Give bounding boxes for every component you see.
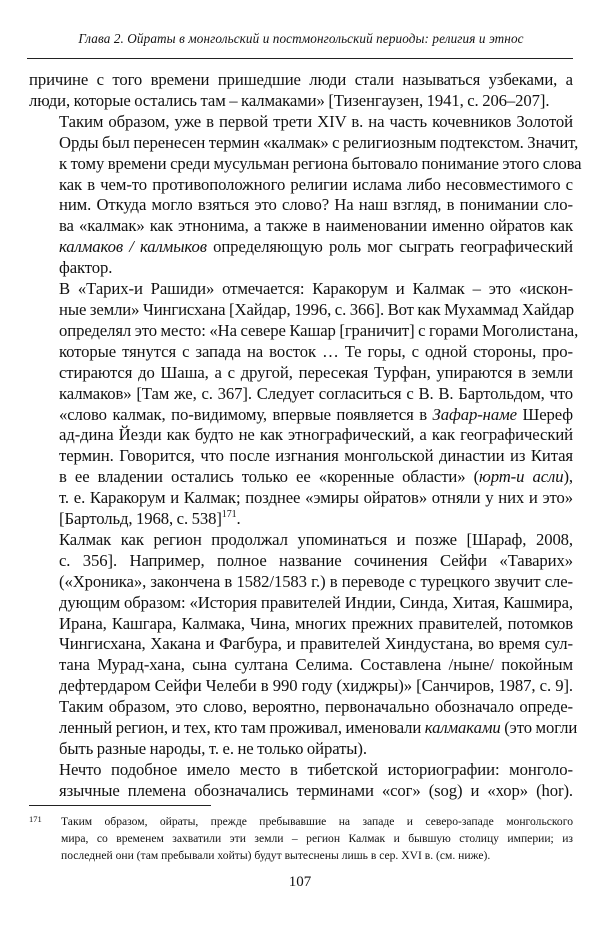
italic-term: юрт-и асли bbox=[479, 467, 564, 487]
text-line: Таким образом, уже в первой трети XIV в. на часть кочевников Золотой bbox=[59, 111, 573, 131]
text-line: («Хроника», закончена в 1582/1583 г.) в переводе с турецкого звучит сле- bbox=[59, 571, 573, 591]
text-line: стираются до Шаша, а с другой, пересекая Турфан, упираются в земли bbox=[59, 362, 573, 382]
text-line: ва «калмак» как этнонима, а также в наименовании именно ойратов как bbox=[59, 216, 573, 236]
text-line: дефтердаром Сейфи Челеби в 990 году (хиджры)» [Санчиров, 1987, с. 9]. bbox=[59, 676, 573, 696]
text-line: Чингисхана, Хакана и Фагбура, и правителей Хиндустана, во время сул- bbox=[59, 634, 573, 654]
text-line: фактор. bbox=[59, 258, 113, 278]
footnote-rule bbox=[29, 805, 211, 806]
italic-term: калмаками bbox=[424, 718, 501, 738]
text-line: которые тянутся с запада на восток … Те горы, с одной стороны, про- bbox=[59, 341, 573, 361]
text-line: т. е. Каракорум и Калмак; позднее «эмиры ойратов» отняли у них и это» bbox=[59, 488, 573, 508]
text-line: В «Тарих-и Рашиди» отмечается: Каракорум и Калмак – это «искон- bbox=[59, 279, 573, 299]
text-line: язычные племена обозначались терминами «сог» (sog) и «хор» (hor). bbox=[59, 780, 573, 800]
text-line: ним. Откуда могло взяться это слово? На наш взгляд, в понимании сло- bbox=[59, 195, 573, 215]
text-line: Калмак как регион продолжал упоминаться и позже [Шараф, 2008, bbox=[59, 529, 573, 549]
text-line: «слово калмак, по-видимому, впервые появляется в Зафар-наме Шереф bbox=[59, 404, 573, 424]
text-line: термин. Говорится, что после изгнания монгольской династии из Китая bbox=[59, 446, 573, 466]
text-line: люди, которые остались там – калмаками» [Тизенгаузен, 1941, с. 206–207]. bbox=[29, 90, 550, 110]
paragraph bbox=[29, 70, 573, 112]
text-line: быть разные народы, т. е. не только ойраты). bbox=[59, 739, 367, 758]
footnote-number: 171 bbox=[29, 814, 42, 824]
paragraph bbox=[29, 279, 579, 530]
running-head: Глава 2. Ойраты в монгольский и постмонгольский периоды: религия и этнос bbox=[78, 31, 524, 46]
italic-term: калмаков / калмыков bbox=[59, 237, 207, 257]
italic-term: Зафар-наме bbox=[432, 404, 517, 424]
text-line: в ее владении остались только ее «коренные области» (юрт-и асли), bbox=[59, 467, 573, 487]
text-line: Таким образом, это слово, вероятно, первоначально обозначало опреде- bbox=[59, 697, 573, 717]
footnote-reference[interactable]: 171 bbox=[221, 509, 237, 521]
footnote-line: мира, со временем захватили эти земли – регион Калмак и бывшую столицу империи; из bbox=[61, 832, 573, 845]
text-line: с. 356]. Например, полное название сочинения Сейфи «Таварих» bbox=[59, 550, 573, 570]
main-text bbox=[29, 70, 582, 802]
text-line: ад-дина Йезди как будто не как этнографический, а как географический bbox=[59, 425, 573, 445]
text-line: ные земли» Чингисхана [Хайдар, 1996, с. 366]. Вот как Мухаммад Хайдар bbox=[59, 299, 575, 319]
text-line: причине с того времени пришедшие люди стали называться узбеками, а bbox=[29, 70, 573, 89]
text-line: определял это место: «На севере Кашар [граничит] с горами Моголистана, bbox=[59, 320, 579, 340]
footnote bbox=[29, 813, 573, 864]
text-line: Орды был перенесен термин «калмак» с религиозным подтекстом. Значит, bbox=[59, 132, 579, 152]
text-line: как в чем-то противоположного религии ислама либо несовместимого с bbox=[59, 174, 573, 194]
header-rule bbox=[27, 58, 573, 59]
text-line: [Бартольд, 1968, с. 538]$^{171}$. bbox=[59, 509, 241, 529]
text-line: тана Мурад-хана, сына султана Селима. Составлена /ныне/ покойным bbox=[59, 655, 573, 675]
text-line: к тому времени среди мусульман региона бытовало понимание этого слова bbox=[59, 153, 582, 173]
page-number: 107 bbox=[288, 874, 312, 890]
text-line: калмаков» [Там же, с. 367]. Следует согласиться с В. В. Бартольдом, что bbox=[59, 383, 573, 403]
footnote-line: Таким образом, ойраты, прежде пребывавшие на западе и северо-западе монгольского bbox=[61, 815, 573, 828]
text-line: Ирана, Кашгара, Калмака, Чина, многих прежних правителей, потомков bbox=[59, 613, 573, 633]
paragraph bbox=[29, 111, 582, 279]
paragraph bbox=[29, 760, 573, 802]
footnote-line: последней они (там пребывали хойты) будут вытеснены лишь в сер. XVI в. (см. ниже). bbox=[61, 849, 491, 862]
footnote-text bbox=[61, 813, 573, 864]
text-line: Нечто подобное имело место в тибетской историографии: монголо- bbox=[59, 759, 573, 779]
text-line: калмаков / калмыков определяющую роль мог сыграть географический bbox=[59, 237, 573, 257]
text-line: дующим образом: «История правителей Индии, Синда, Хитая, Кашмира, bbox=[59, 592, 573, 612]
text-line: ленный регион, и тех, кто там проживал, именовали калмаками (это могли bbox=[59, 718, 578, 738]
paragraph bbox=[29, 529, 578, 760]
